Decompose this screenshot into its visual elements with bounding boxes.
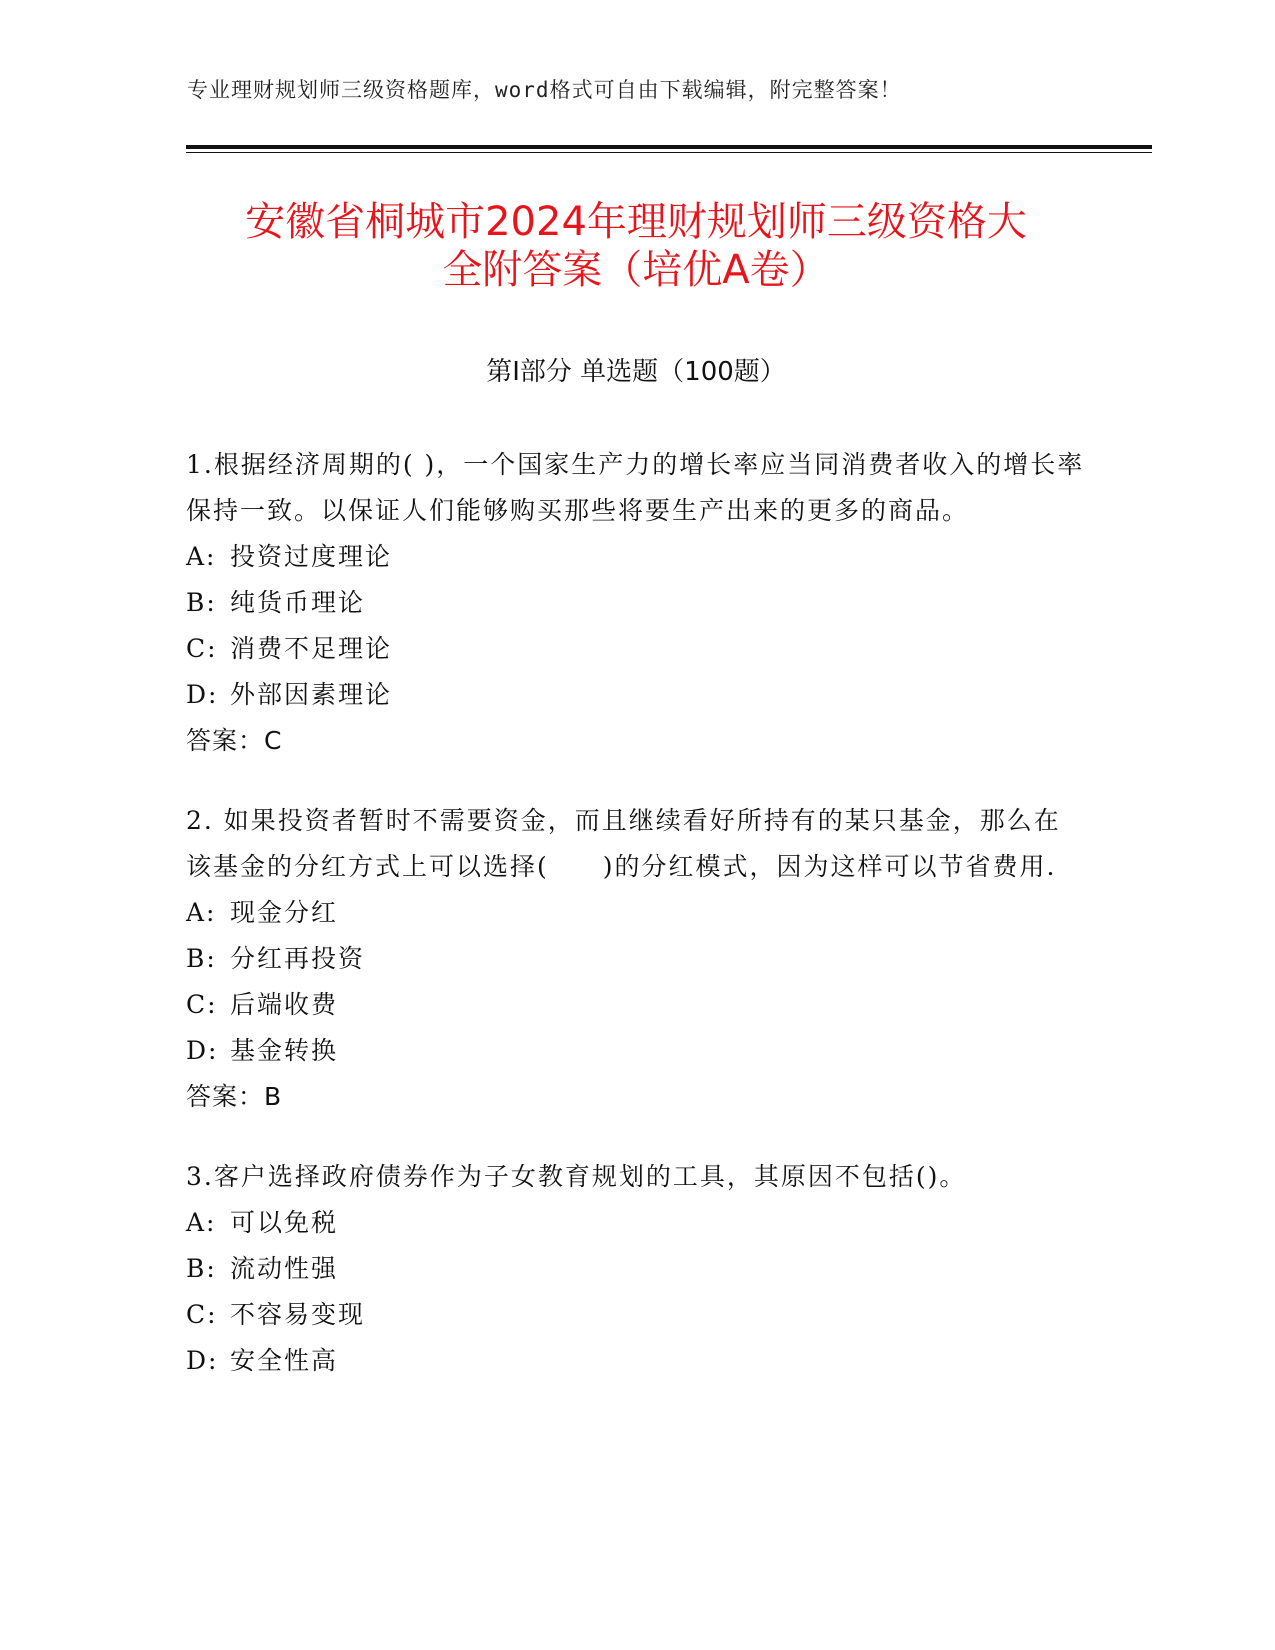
option-letter: B: <box>186 588 217 617</box>
option-text: 外部因素理论 <box>230 680 393 709</box>
answer-label: 答案：B <box>186 1082 283 1111</box>
question-2 <box>186 798 1086 1120</box>
option-a <box>186 534 1086 580</box>
question-stem: 3.客户选择政府债券作为子女教育规划的工具，其原因不包括()。 <box>186 1162 967 1191</box>
option-c <box>186 626 1086 672</box>
option-a <box>186 1200 1086 1246</box>
option-letter: C: <box>186 1300 218 1329</box>
option-c <box>186 982 1086 1028</box>
section-title: 第Ⅰ部分 单选题（100题） <box>486 357 786 387</box>
document-title <box>186 198 1086 294</box>
question-list <box>186 442 1086 1418</box>
option-text: 基金转换 <box>230 1036 339 1065</box>
question-stem: 1.根据经济周期的( )，一个国家生产力的增长率应当同消费者收入的增长率保持一致。以保证人们能够购买那些将要生产出来的更多的商品。 <box>186 450 1085 525</box>
question-1 <box>186 442 1086 764</box>
option-text: 流动性强 <box>230 1254 339 1283</box>
option-text: 现金分红 <box>230 898 339 927</box>
option-c <box>186 1292 1086 1338</box>
option-b <box>186 580 1086 626</box>
option-d <box>186 1338 1086 1384</box>
option-letter: C: <box>186 990 218 1019</box>
option-letter: D: <box>186 1036 219 1065</box>
option-a <box>186 890 1086 936</box>
option-letter: A: <box>186 542 217 571</box>
option-text: 安全性高 <box>230 1346 339 1375</box>
header-note: 专业理财规划师三级资格题库，word格式可自由下载编辑，附完整答案！ <box>187 78 902 102</box>
option-text: 可以免税 <box>230 1208 339 1237</box>
option-letter: C: <box>186 634 218 663</box>
question-3 <box>186 1154 1086 1384</box>
header-rule-thin <box>186 152 1152 153</box>
option-letter: A: <box>186 898 217 927</box>
option-b <box>186 936 1086 982</box>
option-text: 分红再投资 <box>230 944 366 973</box>
document-title-line1: 安徽省桐城市2024年理财规划师三级资格大 <box>245 199 1027 245</box>
option-letter: B: <box>186 944 217 973</box>
question-stem: 2. 如果投资者暂时不需要资金，而且继续看好所持有的某只基金，那么在该基金的分红方式上可以选择( )的分红模式，因为这样可以节省费用. <box>186 806 1061 881</box>
option-letter: B: <box>186 1254 217 1283</box>
option-text: 后端收费 <box>230 990 339 1019</box>
option-text: 消费不足理论 <box>230 634 393 663</box>
option-b <box>186 1246 1086 1292</box>
option-text: 投资过度理论 <box>230 542 393 571</box>
answer-label: 答案：C <box>186 726 283 755</box>
option-d <box>186 1028 1086 1074</box>
option-d <box>186 672 1086 718</box>
option-letter: A: <box>186 1208 217 1237</box>
header-rule-thick <box>186 145 1152 149</box>
option-text: 不容易变现 <box>230 1300 366 1329</box>
option-letter: D: <box>186 680 219 709</box>
document-title-line2: 全附答案（培优A卷） <box>442 247 830 293</box>
option-letter: D: <box>186 1346 219 1375</box>
option-text: 纯货币理论 <box>230 588 366 617</box>
